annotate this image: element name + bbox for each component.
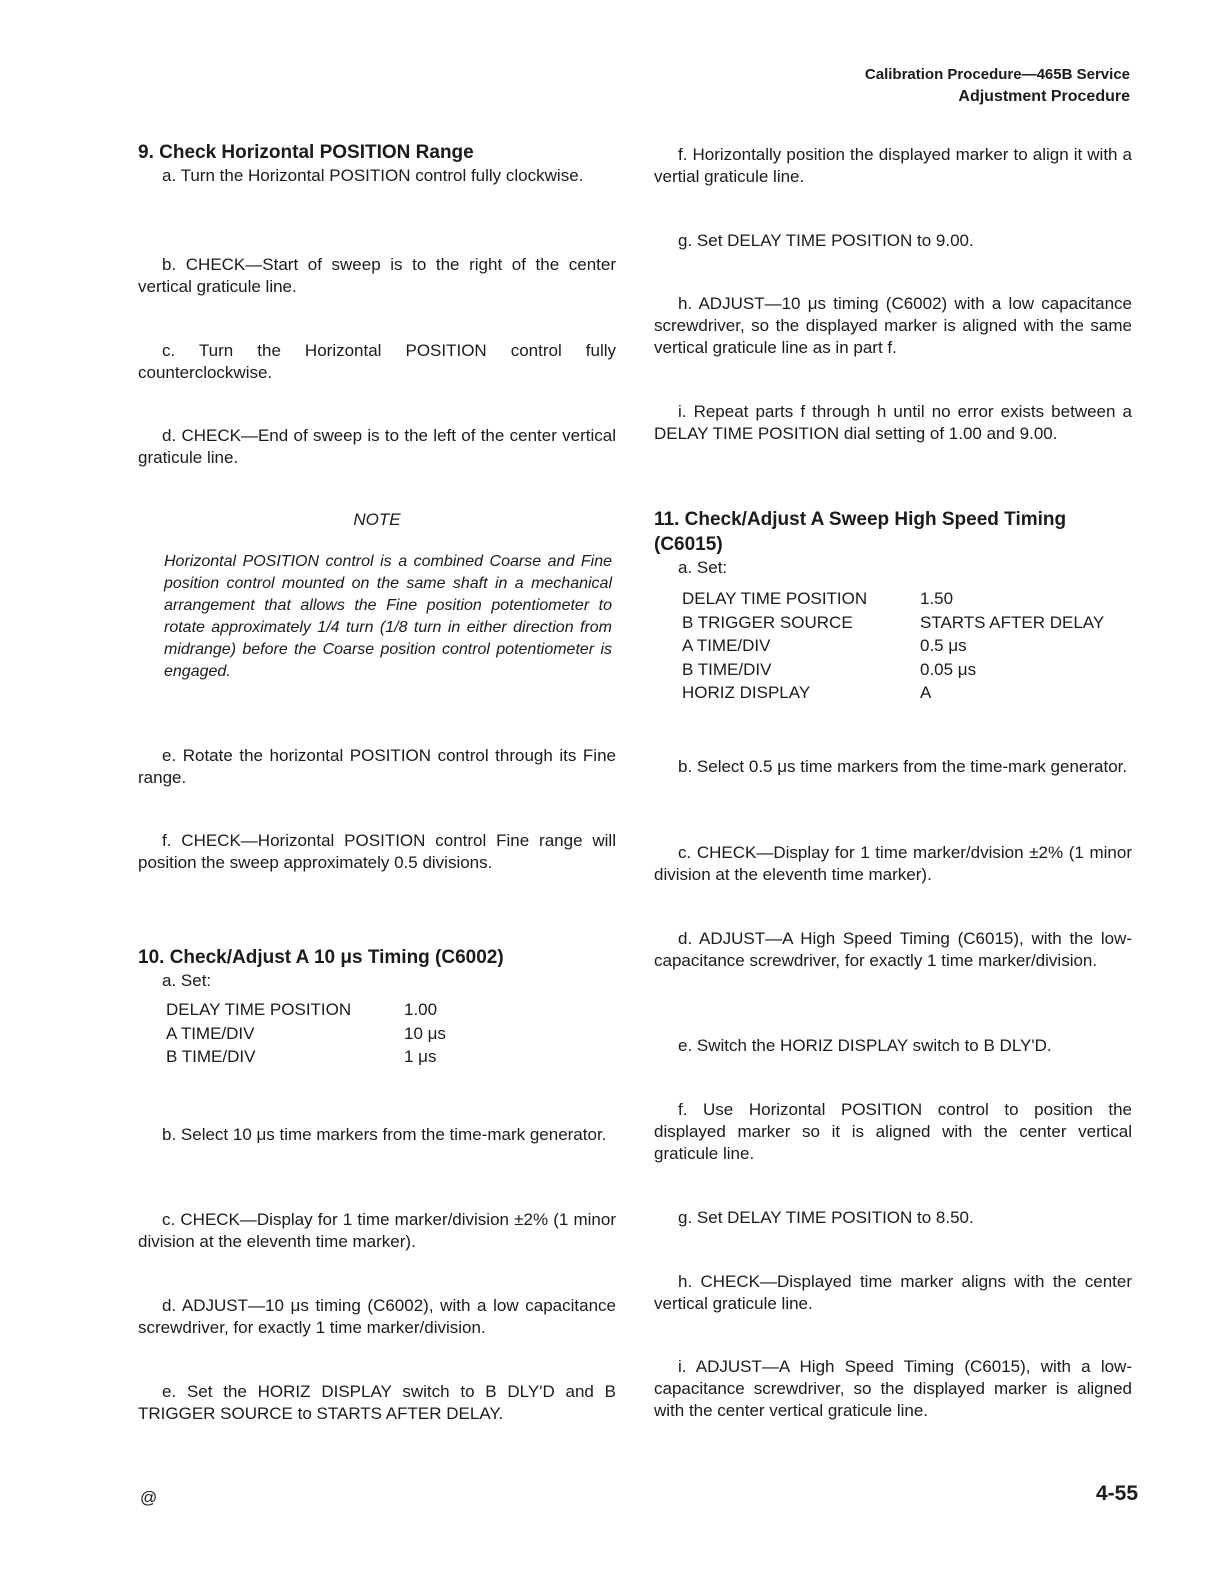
step-9d-block <box>138 425 616 469</box>
section-11 <box>654 507 1132 705</box>
step-10b: b. Select 10 μs time markers from the time-mark generator. <box>162 1125 607 1144</box>
step-10b-block <box>138 1124 616 1146</box>
step-11i: i. ADJUST—A High Speed Timing (C6015), with a low-capacitance screwdriver, so the displayed marker is aligned with the center vertical graticule line. <box>654 1357 1132 1420</box>
note-title: NOTE <box>353 510 401 529</box>
section-9 <box>138 140 616 187</box>
step-11b: b. Select 0.5 μs time markers from the time-mark generator. <box>678 757 1128 776</box>
step-9d: d. CHECK—End of sweep is to the left of the center vertical graticule line. <box>138 426 616 467</box>
step-11h-block <box>654 1271 1132 1315</box>
section-10 <box>138 945 616 1069</box>
step-10a: a. Set: <box>162 971 212 990</box>
settings-table-10 <box>166 998 446 1069</box>
setting-value: A <box>920 683 932 702</box>
step-11f-block <box>654 1099 1132 1165</box>
table-row <box>166 1022 446 1046</box>
setting-value: 1.50 <box>920 589 954 608</box>
step-11g: g. Set DELAY TIME POSITION to 8.50. <box>678 1208 974 1227</box>
section-9-title: 9. Check Horizontal POSITION Range <box>138 142 474 163</box>
setting-value: 0.05 μs <box>920 659 977 679</box>
step-10h-block <box>654 293 1132 359</box>
setting-value: 1.00 <box>404 1000 438 1019</box>
note-body-block <box>138 551 616 683</box>
step-10c-block <box>138 1209 616 1253</box>
step-9b: b. CHECK—Start of sweep is to the right of the center vertical graticule line. <box>138 255 616 296</box>
setting-label: DELAY TIME POSITION <box>682 589 868 608</box>
step-10g-block <box>654 230 1132 252</box>
step-9a: a. Turn the Horizontal POSITION control fully clockwise. <box>162 166 584 185</box>
setting-value: 10 μs <box>404 1023 446 1043</box>
step-10e-block <box>138 1381 616 1425</box>
header-title: Calibration Procedure—465B Service <box>864 66 1130 83</box>
step-10d-block <box>138 1295 616 1339</box>
step-11g-block <box>654 1207 1132 1229</box>
step-10f-block <box>654 144 1132 188</box>
setting-label: HORIZ DISPLAY <box>682 683 811 702</box>
step-11b-block <box>654 756 1132 778</box>
step-10f: f. Horizontally position the displayed marker to align it with a vertial graticule line. <box>654 145 1132 186</box>
setting-label: DELAY TIME POSITION <box>166 1000 352 1019</box>
settings-table-11 <box>682 587 1104 705</box>
setting-label: A TIME/DIV <box>166 1023 255 1043</box>
setting-label: B TRIGGER SOURCE <box>682 612 853 632</box>
step-11e: e. Switch the HORIZ DISPLAY switch to B DLY'D. <box>678 1036 1052 1055</box>
step-10g: g. Set DELAY TIME POSITION to 9.00. <box>678 231 974 250</box>
step-10e: e. Set the HORIZ DISPLAY switch to B DLY'D and B TRIGGER SOURCE to STARTS AFTER DELAY. <box>138 1382 616 1423</box>
page-header <box>865 64 1130 108</box>
table-row <box>682 634 1104 658</box>
step-10c: c. CHECK—Display for 1 time marker/division ±2% (1 minor division at the eleventh time marker). <box>138 1210 616 1251</box>
setting-value: STARTS AFTER DELAY <box>920 612 1105 632</box>
step-10d: d. ADJUST—10 μs timing (C6002), with a low capacitance screwdriver, for exactly 1 time marker/division. <box>138 1296 616 1337</box>
step-11e-block <box>654 1035 1132 1057</box>
table-row <box>682 611 1104 635</box>
step-9e: e. Rotate the horizontal POSITION control through its Fine range. <box>138 746 616 787</box>
step-9c: c. Turn the Horizontal POSITION control fully counterclockwise. <box>138 341 616 382</box>
step-11d-block <box>654 928 1132 972</box>
step-9b-block <box>138 254 616 298</box>
table-row <box>682 587 1104 611</box>
table-row <box>682 681 1104 705</box>
setting-value: 1 μs <box>404 1047 437 1066</box>
step-9c-block <box>138 340 616 384</box>
note-body: Horizontal POSITION control is a combined Coarse and Fine position control mounted on the same shaft in a mechanical arrangement that allows the Fine position potentiometer to rotate approximately 1/4 turn (1/8 turn in either direction from midrange) before the Coarse position control potentiometer is engaged. <box>164 553 612 680</box>
section-11-title: 11. Check/Adjust A Sweep High Speed Timing (C6015) <box>654 509 1067 555</box>
step-11d: d. ADJUST—A High Speed Timing (C6015), with the low-capacitance screwdriver, for exactly 1 time marker/division. <box>654 929 1132 970</box>
setting-label: A TIME/DIV <box>682 636 771 655</box>
step-11c-block <box>654 842 1132 886</box>
setting-label: B TIME/DIV <box>166 1047 256 1066</box>
step-11a: a. Set: <box>678 558 728 577</box>
step-10i: i. Repeat parts f through h until no error exists between a DELAY TIME POSITION dial setting of 1.00 and 9.00. <box>654 402 1132 443</box>
table-row <box>682 658 1104 682</box>
table-row <box>166 1045 446 1069</box>
step-11c: c. CHECK—Display for 1 time marker/dvision ±2% (1 minor division at the eleventh time marker). <box>654 843 1132 884</box>
step-9f: f. CHECK—Horizontal POSITION control Fine range will position the sweep approximately 0.5 divisions. <box>138 831 616 872</box>
step-10i-block <box>654 401 1132 445</box>
page-number: 4-55 <box>1095 1482 1138 1505</box>
setting-value: 0.5 μs <box>920 636 967 655</box>
step-9f-block <box>138 830 616 874</box>
footer-symbol: @ <box>140 1488 158 1507</box>
table-row <box>166 998 446 1022</box>
note-block <box>138 509 616 531</box>
step-11f: f. Use Horizontal POSITION control to position the displayed marker so it is aligned with the center vertical graticule line. <box>654 1100 1132 1163</box>
section-10-title: 10. Check/Adjust A 10 μs Timing (C6002) <box>138 947 504 968</box>
setting-label: B TIME/DIV <box>682 659 772 679</box>
step-11i-block <box>654 1356 1132 1422</box>
step-11h: h. CHECK—Displayed time marker aligns with the center vertical graticule line. <box>654 1272 1132 1313</box>
header-subtitle: Adjustment Procedure <box>958 88 1130 105</box>
step-9e-block <box>138 745 616 789</box>
step-10h: h. ADJUST—10 μs timing (C6002) with a low capacitance screwdriver, so the displayed marker is aligned with the same vertical graticule line as in part f. <box>654 294 1132 357</box>
